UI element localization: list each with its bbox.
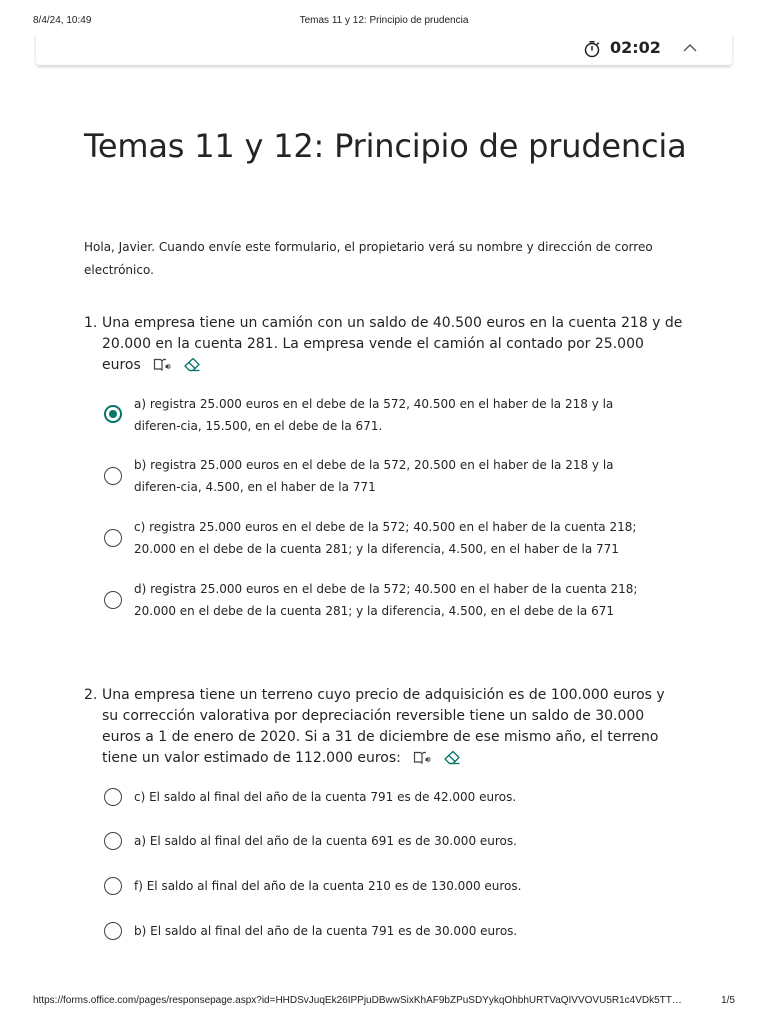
timer-value: 02:02 xyxy=(610,38,661,57)
radio-button[interactable] xyxy=(104,832,122,850)
radio-button-selected[interactable] xyxy=(104,405,122,423)
radio-button[interactable] xyxy=(104,877,122,895)
option-label: c) registra 25.000 euros en el debe de la 572; 40.500 en el haber de la cuenta 218; 20.000 en el debe de la cuenta 281; y la diferencia, 4.500, en el haber de la 771 xyxy=(134,520,637,556)
timer-bar xyxy=(36,33,732,65)
question-1 xyxy=(84,313,684,379)
option-label: b) El saldo al final del año de la cuenta 791 es de 30.000 euros. xyxy=(134,924,518,938)
option-label: f) El saldo al final del año de la cuenta 210 es de 130.000 euros. xyxy=(134,879,522,893)
eraser-icon[interactable] xyxy=(183,357,201,372)
option-label: a) registra 25.000 euros en el debe de la 572, 40.500 en el haber de la 218 y la diferen-cia, 15.500, en el debe de la 671. xyxy=(134,397,614,433)
option-label: a) El saldo al final del año de la cuenta 691 es de 30.000 euros. xyxy=(134,834,517,848)
print-header xyxy=(0,15,768,29)
print-page-title: Temas 11 y 12: Principio de prudencia xyxy=(299,15,469,26)
question-2 xyxy=(84,685,684,772)
option-label: c) El saldo al final del año de la cuenta 791 es de 42.000 euros. xyxy=(134,790,517,804)
option-label: b) registra 25.000 euros en el debe de la 572, 20.500 en el haber de la 218 y la diferen-cia, 4.500, en el haber de la 771 xyxy=(134,458,614,494)
immersive-reader-icon[interactable] xyxy=(413,750,431,765)
print-datetime: 8/4/24, 10:49 xyxy=(33,15,92,26)
print-page-number: 1/5 xyxy=(721,995,735,1006)
chevron-up-icon[interactable] xyxy=(682,42,698,54)
radio-button[interactable] xyxy=(104,591,122,609)
print-footer xyxy=(0,995,768,1009)
radio-button[interactable] xyxy=(104,529,122,547)
form-title: Temas 11 y 12: Principio de prudencia xyxy=(84,127,687,165)
identity-notice: Hola, Javier. Cuando envíe este formulario, el propietario verá su nombre y dirección de correo electrónico. xyxy=(84,240,653,277)
option-label: d) registra 25.000 euros en el debe de la 572; 40.500 en el haber de la cuenta 218; 20.000 en el debe de la cuenta 281; y la diferencia, 4.500, en el debe de la 671 xyxy=(134,582,638,618)
radio-button[interactable] xyxy=(104,788,122,806)
radio-button[interactable] xyxy=(104,922,122,940)
stopwatch-icon xyxy=(583,40,601,58)
radio-button[interactable] xyxy=(104,467,122,485)
question-number: 1. xyxy=(84,315,98,331)
immersive-reader-icon[interactable] xyxy=(153,357,171,372)
question-text: Una empresa tiene un camión con un saldo de 40.500 euros en la cuenta 218 y de 20.000 en la cuenta 281. La empresa vende el camión al contado por 25.000 euros xyxy=(102,315,683,373)
question-number: 2. xyxy=(84,687,98,703)
question-text: Una empresa tiene un terreno cuyo precio de adquisición es de 100.000 euros y su corrección valorativa por depreciación reversible tiene un saldo de 30.000 euros a 1 de enero de 2020. Si a 31 de diciembre de ese mismo año, el terreno tiene un valor estimado de 112.000 euros: xyxy=(102,687,665,766)
print-url: https://forms.office.com/pages/responsepage.aspx?id=HHDSvJuqEk26IPPjuDBwwSixKhAF9bZPuSDYykqOhbhURTVaQIVVOVU5R1c4VDk5TT… xyxy=(33,995,682,1006)
eraser-icon[interactable] xyxy=(443,750,461,765)
